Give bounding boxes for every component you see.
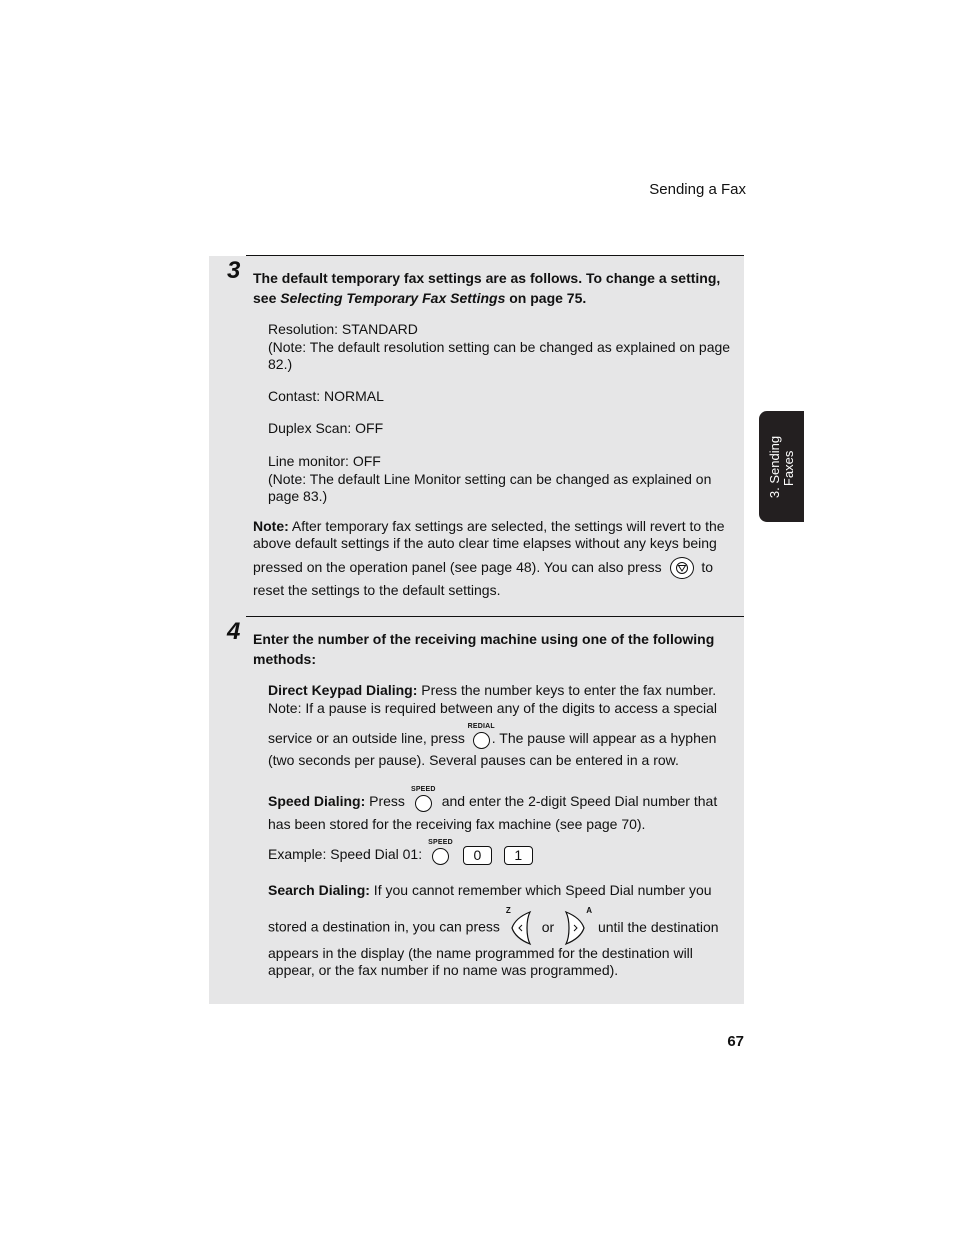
speed-dial-example: Example: Speed Dial 01: SPEED 0 1 [268,845,533,865]
note-line3: pressed on the operation panel (see page 48). You can also press to [253,556,713,579]
step3-intro-link: Selecting Temporary Fax Settings [280,290,506,306]
left-arrow-key-icon: Z [508,910,534,946]
resolution-setting: Resolution: STANDARD [268,321,418,337]
note-label: Note: [253,518,289,534]
direct-dial-line2: Note: If a pause is required between any of the digits to access a special [268,700,718,716]
contrast-setting: Contast: NORMAL [268,388,384,404]
search-dial-label: Search Dialing: [268,882,370,898]
search-dial-line3: appears in the display (the name programmed for the destination will [268,945,693,961]
step3-number: 3 [227,257,241,284]
page-number: 67 [727,1033,744,1050]
speed-key-example-icon: SPEED [432,846,449,865]
direct-dial-label: Direct Keypad Dialing: [268,682,418,698]
note-line1: Note: After temporary fax settings are selected, the settings will revert to the [253,518,725,534]
step4-intro-line2: methods: [253,651,316,667]
direct-dial-line1: Direct Keypad Dialing: Press the number keys to enter the fax number. [268,682,717,698]
note-line4: reset the settings to the default settings. [253,582,501,598]
direct-dial-line3: service or an outside line, press REDIAL . The pause will appear as a hyphen [268,729,716,749]
resolution-note-line1: (Note: The default resolution setting can be changed as explained on page [268,339,731,355]
search-dial-line4: appear, or the fax number if no name was programmed). [268,962,619,978]
line-monitor-note-line2: page 83.) [268,488,328,504]
step3-intro-line1: The default temporary fax settings are as follows. To change a setting, [253,270,721,286]
speed-dial-label: Speed Dialing: [268,793,366,809]
right-arrow-key-icon: A [562,910,588,946]
speed-key-icon: SPEED [415,793,432,812]
search-dial-line1: Search Dialing: If you cannot remember which Speed Dial number you [268,882,712,898]
step3-rule [246,255,744,256]
redial-key-icon: REDIAL [473,730,490,749]
digit-0-key: 0 [463,846,492,865]
speed-dial-line2: has been stored for the receiving fax machine (see page 70). [268,816,646,832]
line-monitor-setting: Line monitor: OFF [268,453,381,469]
direct-dial-line4: (two seconds per pause). Several pauses can be entered in a row. [268,752,679,768]
search-dial-line2: stored a destination in, you can press Z or A until the destination [268,910,719,946]
chapter-tab-label: 3. Sending Faxes [766,435,796,498]
speed-dial-line1: Speed Dialing: Press SPEED and enter the 2-digit Speed Dial number that [268,792,717,812]
step3-intro-line2: see Selecting Temporary Fax Settings on page 75. [253,290,587,306]
page-header-title: Sending a Fax [649,181,746,198]
note-line2: above default settings if the auto clear time elapses without any keys being [253,535,717,551]
digit-1-key: 1 [504,846,533,865]
step4-rule [246,616,744,617]
step4-number: 4 [227,618,241,645]
step4-intro-line1: Enter the number of the receiving machine using one of the following [253,631,715,647]
resolution-note-line2: 82.) [268,356,293,372]
line-monitor-note-line1: (Note: The default Line Monitor setting can be changed as explained on [268,471,712,487]
duplex-setting: Duplex Scan: OFF [268,420,384,436]
chapter-tab [759,411,804,522]
stop-key-icon [670,557,694,579]
